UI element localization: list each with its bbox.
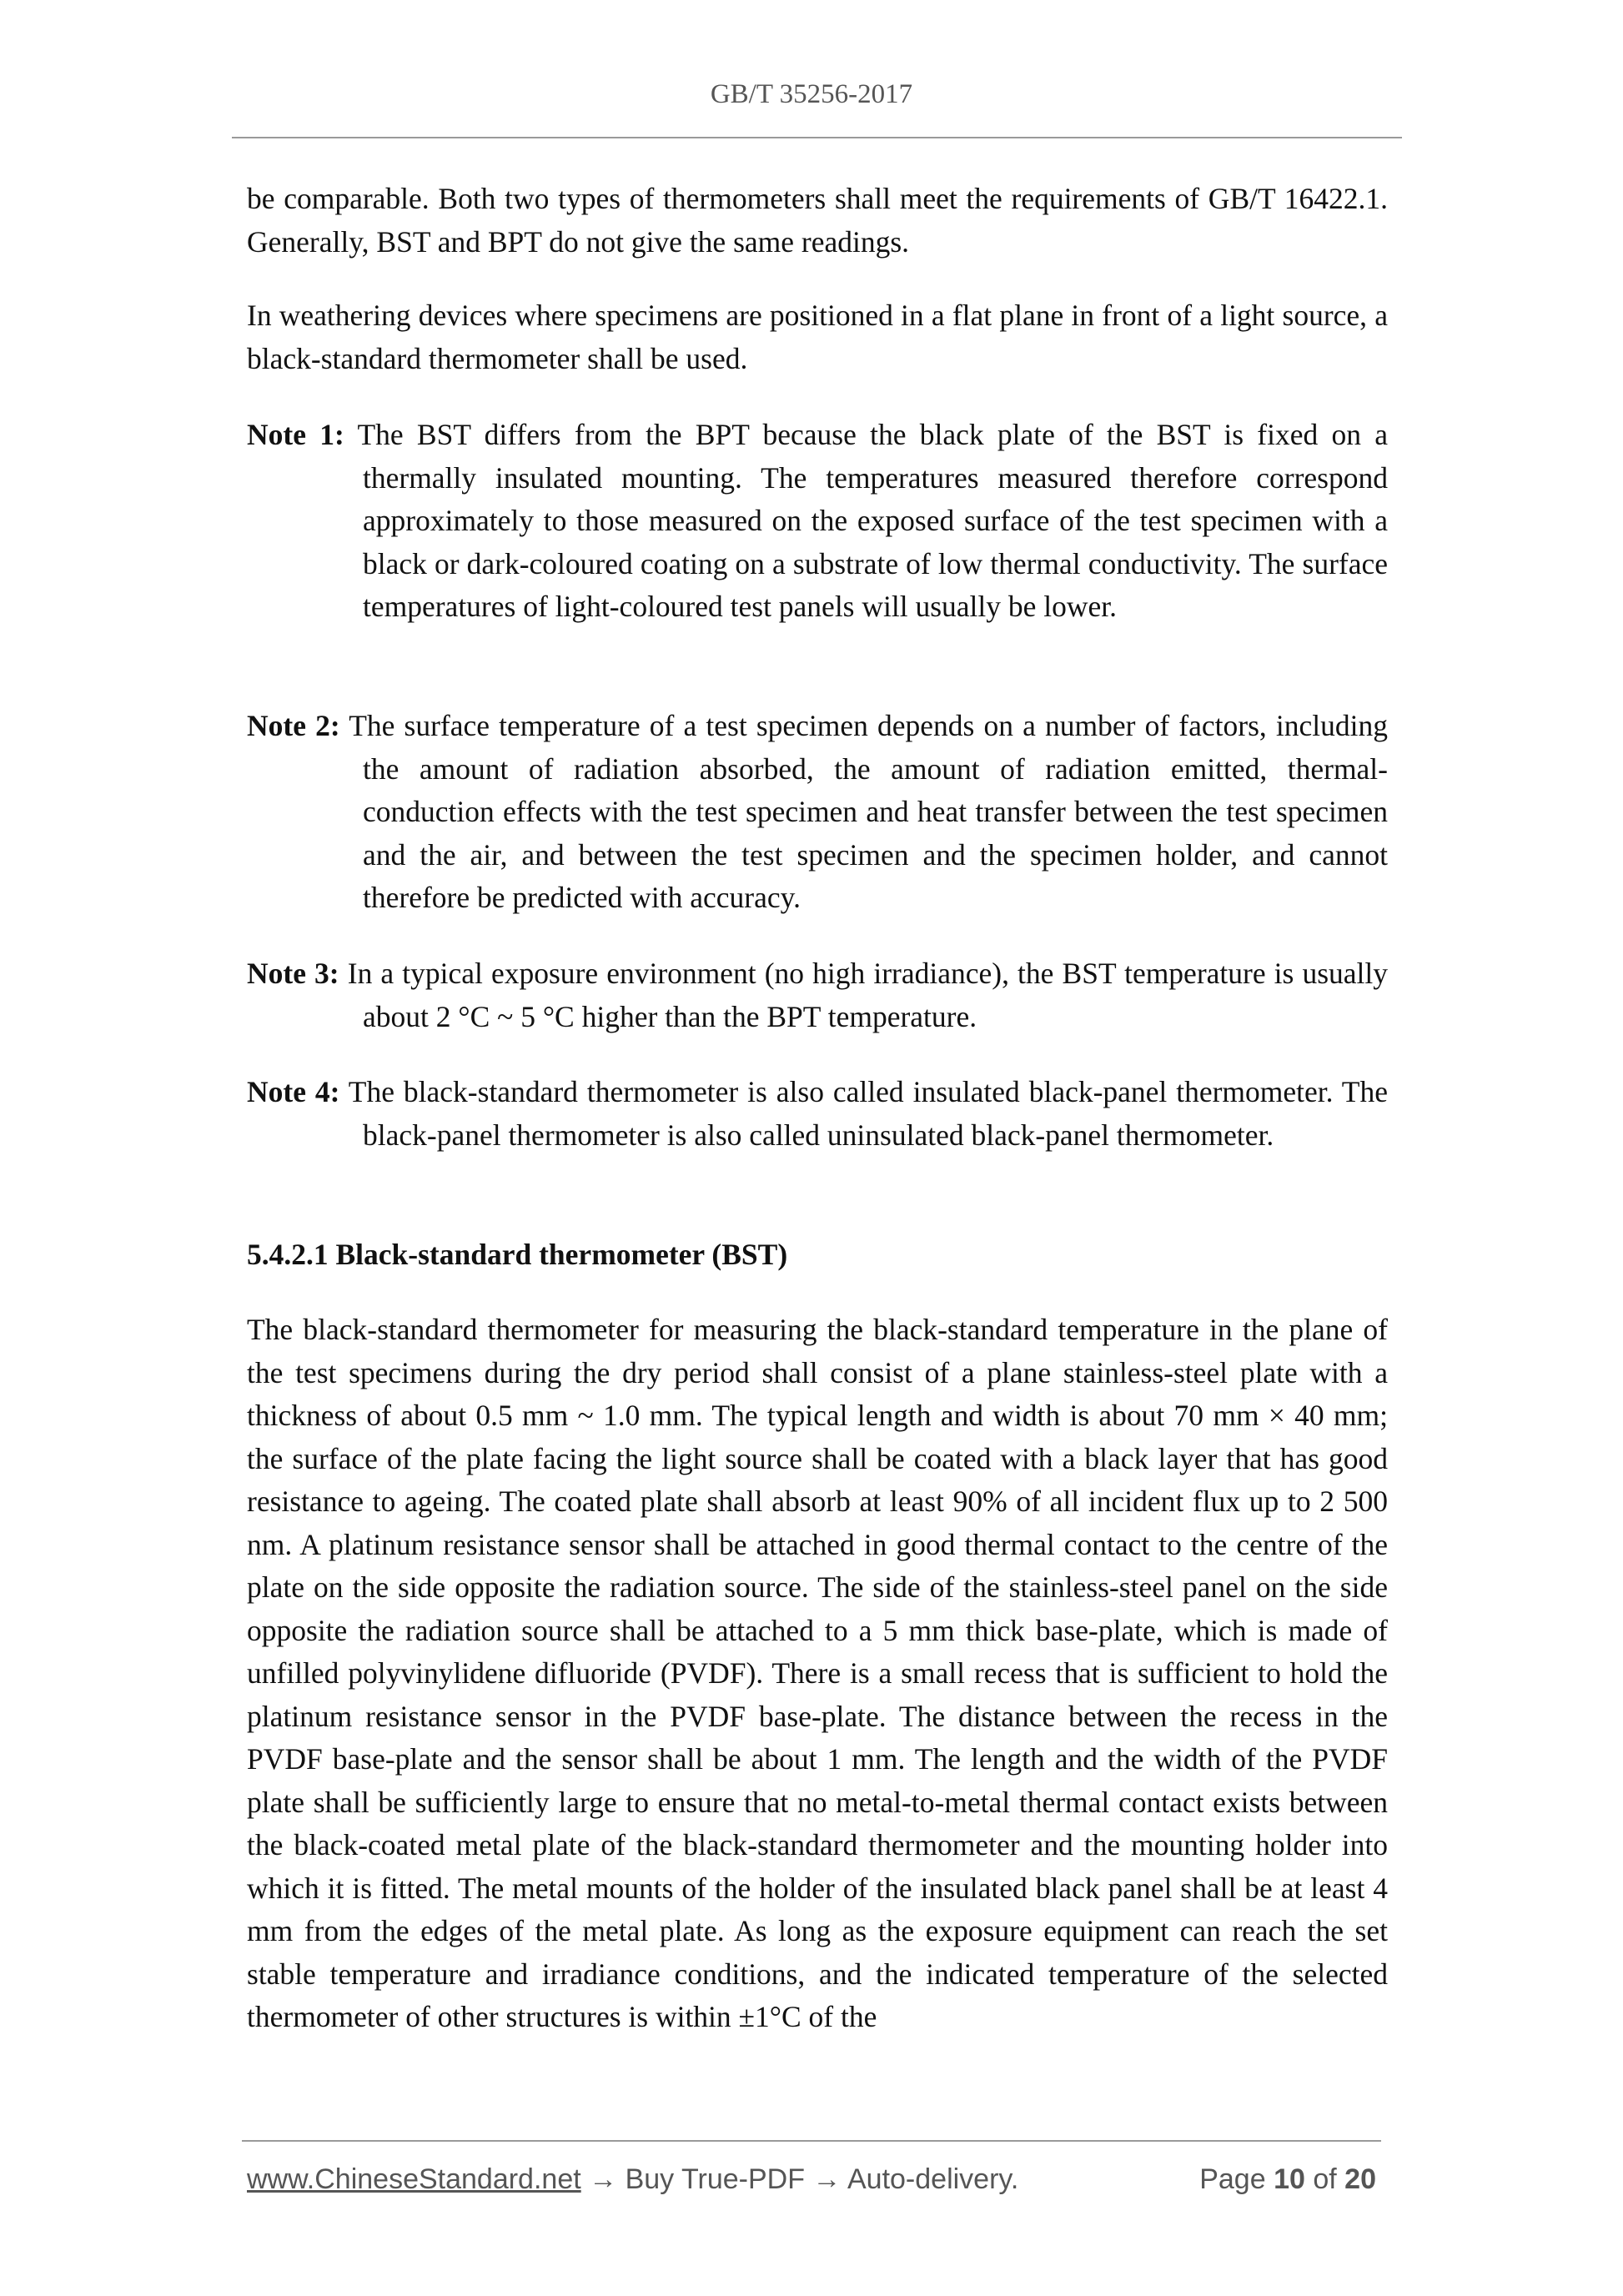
note-label: Note 4: bbox=[247, 1075, 340, 1108]
note-text: The black-standard thermometer is also called insulated black-panel thermometer. The black-panel thermometer is also called uninsulated black-panel thermometer. bbox=[348, 1075, 1388, 1152]
total-pages: 20 bbox=[1344, 2163, 1376, 2195]
note-text: In a typical exposure environment (no high irradiance), the BST temperature is usually about 2 °C ~ 5 °C higher than the BPT temperature. bbox=[347, 957, 1389, 1033]
note-text: The BST differs from the BPT because the black plate of the BST is fixed on a thermally insulated mounting. The temperatures measured therefore correspond approximately to those measured on the exposed surface of the test specimen with a black or dark-coloured coating on a substrate of low thermal conductivity. The surface temperatures of light-coloured test panels will usually be lower. bbox=[357, 418, 1388, 623]
website-link[interactable]: www.ChineseStandard.net bbox=[247, 2163, 581, 2195]
note-label: Note 1: bbox=[247, 418, 344, 451]
of-word: of bbox=[1313, 2163, 1337, 2195]
header-divider bbox=[232, 137, 1402, 138]
note-label: Note 3: bbox=[247, 957, 339, 990]
note-3 bbox=[247, 952, 1388, 1038]
paragraph: be comparable. Both two types of thermometers shall meet the requirements of GB/T 16422.1. Generally, BST and BPT do not give the same readings. bbox=[247, 182, 1388, 259]
note-2 bbox=[247, 705, 1388, 920]
document-id-header: GB/T 35256-2017 bbox=[710, 79, 913, 109]
paragraph: In weathering devices where specimens are positioned in a flat plane in front of a light source, a black-standard thermometer shall be used. bbox=[247, 299, 1388, 375]
footer-tagline: → Buy True-PDF → Auto-delivery. bbox=[580, 2163, 1019, 2195]
page-word: Page bbox=[1199, 2163, 1266, 2195]
note-1 bbox=[247, 414, 1388, 629]
current-page: 10 bbox=[1274, 2163, 1305, 2195]
footer-divider bbox=[242, 2140, 1381, 2142]
section-heading: 5.4.2.1 Black-standard thermometer (BST) bbox=[247, 1238, 788, 1271]
page-indicator bbox=[1199, 2163, 1376, 2196]
footer-promo bbox=[247, 2163, 1018, 2196]
note-label: Note 2: bbox=[247, 709, 340, 742]
note-text: The surface temperature of a test specimen depends on a number of factors, including the amount of radiation absorbed, the amount of radiation emitted, thermal-conduction effects with the test specimen and heat transfer between the test specimen and the air, and between the test specimen and the specimen holder, and cannot therefore be predicted with accuracy. bbox=[349, 709, 1388, 914]
note-4 bbox=[247, 1071, 1388, 1157]
section-body: The black-standard thermometer for measuring the black-standard temperature in the plane of the test specimens during the dry period shall consist of a plane stainless-steel plate with a thickness of about 0.5 mm ~ 1.0 mm. The typical length and width is about 70 mm × 40 mm; the surface of the plate facing the light source shall be coated with a black layer that has good resistance to ageing. The coated plate shall absorb at least 90% of all incident flux up to 2 500 nm. A platinum resistance sensor shall be attached in good thermal contact to the centre of the plate on the side opposite the radiation source. The side of the stainless-steel panel on the side opposite the radiation source shall be attached to a 5 mm thick base-plate, which is made of unfilled polyvinylidene difluoride (PVDF). There is a small recess that is sufficient to hold the platinum resistance sensor in the PVDF base-plate. The distance between the recess in the PVDF base-plate and the sensor shall be about 1 mm. The length and the width of the PVDF plate shall be sufficiently large to ensure that no metal-to-metal thermal contact exists between the black-coated metal plate of the black-standard thermometer and the mounting holder into which it is fitted. The metal mounts of the holder of the insulated black panel shall be at least 4 mm from the edges of the metal plate. As long as the exposure equipment can reach the set stable temperature and irradiance conditions, and the indicated temperature of the selected thermometer of other structures is within ±1°C of the bbox=[247, 1313, 1388, 2033]
